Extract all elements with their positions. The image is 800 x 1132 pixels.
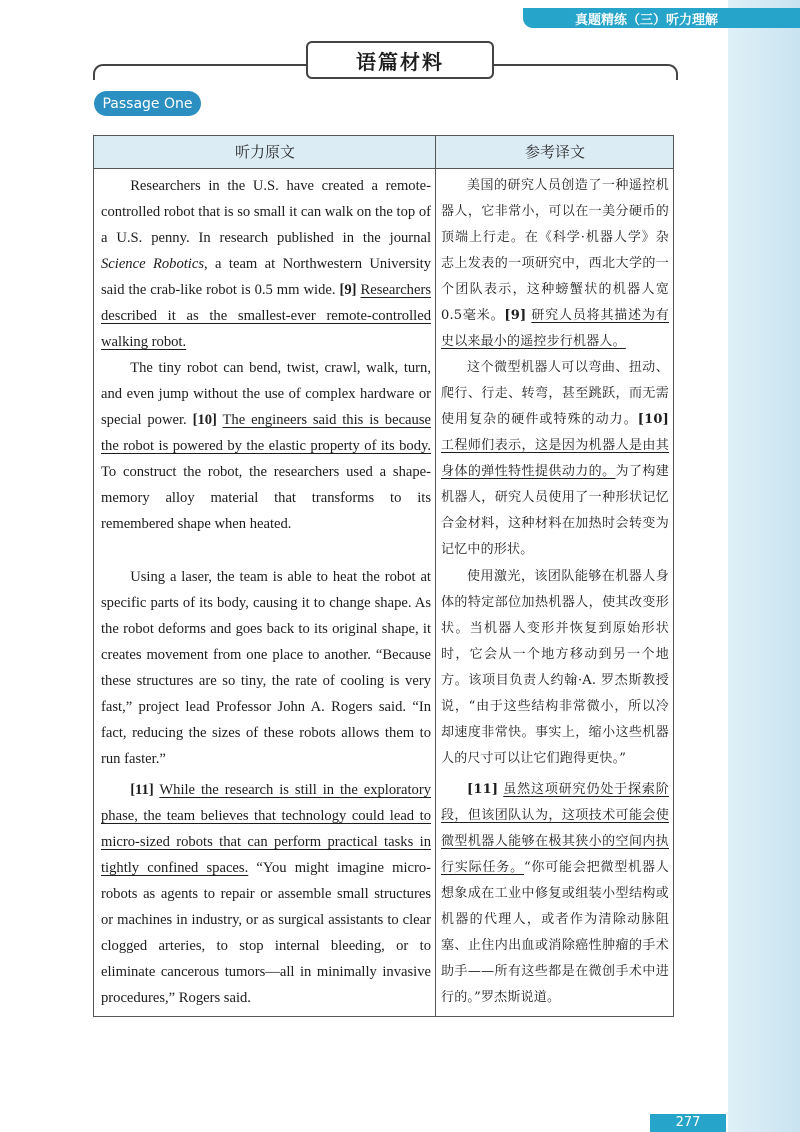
transcript-text: The tiny robot can bend, twist, crawl, walk, turn, and even jump without the use of complex hardware or special power. [101, 360, 431, 428]
answer-key-text: While the research is still in the exploratory phase, the team believes that technology could lead to micro-sized robots that can perform practical tasks in tightly confined spaces. [101, 782, 432, 876]
question-marker: [9] [339, 282, 357, 298]
question-marker: [11] [130, 782, 154, 798]
question-marker: [10] [192, 412, 217, 428]
question-marker: [9] [504, 308, 527, 323]
answer-key-text: Researchers described it as the smallest-ever remote-controlled walking robot. [101, 282, 431, 350]
transcript-paragraph-2 [101, 355, 431, 537]
journal-name: Science Robotics [101, 256, 205, 272]
section-header-tab [523, 8, 728, 28]
transcript-paragraph-1 [101, 173, 431, 355]
transcript-table [93, 135, 674, 1017]
transcript-text: To construct the robot, the researchers used a shape-memory alloy material that transforms to its remembered shape when heated. [101, 464, 431, 532]
column-divider [435, 136, 436, 1016]
page-edge-strip [728, 0, 800, 1132]
translation-text: 为了构建机器人，研究人员使用了一种形状记忆合金材料，这种材料在加热时会转变为记忆中的形状。 [441, 464, 669, 557]
question-marker: [11] [467, 782, 499, 797]
translation-text: 这个微型机器人可以弯曲、扭动、爬行、行走、转弯，甚至跳跃，而无需使用复杂的硬件或特殊的动力。 [441, 360, 669, 427]
answer-key-text: 虽然这项研究仍处于探索阶段，但该团队认为，这项技术可能会使微型机器人能够在极其狭小的空间内执行实际任务。 [441, 782, 669, 875]
title-rule-left [93, 64, 308, 80]
answer-key-text: 工程师们表示，这是因为机器人是由其身体的弹性特性提供动力的。 [441, 438, 669, 479]
transcript-paragraph-4 [101, 777, 431, 1011]
column-header-translation: 参考译文 [524, 143, 585, 161]
passage-label-badge: Passage One [94, 91, 201, 116]
page-title: 语篇材料 [306, 41, 494, 79]
question-marker: [10] [637, 412, 669, 427]
header-tab-extension [728, 8, 800, 28]
translation-paragraph-4 [441, 777, 669, 1011]
transcript-paragraph-3: Using a laser, the team is able to heat the robot at specific parts of its body, causing it to change shape. As the robot deforms and goes back to its original shape, it creates movement from one place to another. “Because these structures are so tiny, the rate of cooling is very fast,” project lead Professor John A. Rogers said. “In fact, reducing the sizes of these robots allows them to run faster.” [101, 569, 431, 767]
translation-paragraph-2 [441, 355, 669, 563]
translation-text: 美国的研究人员创造了一种遥控机器人，它非常小，可以在一美分硬币的顶端上行走。在《科学·机器人学》杂志上发表的一项研究中，西北大学的一个团队表示，这种螃蟹状的机器人宽0.5毫米。 [441, 178, 669, 323]
transcript-text: , a team at Northwestern University said the crab-like robot is 0.5 mm wide. [101, 256, 431, 298]
table-header-row [94, 136, 673, 169]
page-number: 277 [650, 1114, 726, 1132]
answer-key-text: The engineers said this is because the robot is powered by the elastic property of its body. [101, 412, 431, 454]
title-rule-right [494, 64, 678, 80]
column-header-transcript: 听力原文 [234, 143, 295, 161]
section-header-label: 真题精练（三）听力理解 [574, 12, 718, 28]
transcript-text: Researchers in the U.S. have created a remote-controlled robot that is so small it can walk on the top of a U.S. penny. In research published in the journal [101, 178, 431, 246]
translation-paragraph-1 [441, 173, 669, 355]
translation-paragraph-3: 使用激光，该团队能够在机器人身体的特定部位加热机器人，使其改变形状。当机器人变形并恢复到原始形状时，它会从一个地方移动到另一个地方。该项目负责人约翰·A. 罗杰斯教授说，“由于这些结构非常微小，所以冷却速度非常快。事实上，缩小这些机器人的尺寸可以让它们跑得更快。” [441, 569, 669, 766]
answer-key-text: 研究人员将其描述为有史以来最小的遥控步行机器人。 [441, 308, 669, 349]
transcript-text: “You might imagine micro-robots as agents to repair or assemble small structures or machines in industry, or as surgical assistants to clear clogged arteries, to stop internal bleeding, or to eliminate cancerous tumors—all in minimally invasive procedures,” Rogers said. [101, 860, 431, 1006]
translation-text: “你可能会把微型机器人想象成在工业中修复或组装小型结构或机器的代理人，或者作为清除动脉阻塞、止住内出血或消除癌性肿瘤的手术助手——所有这些都是在微创手术中进行的。”罗杰斯说道。 [441, 860, 669, 1005]
